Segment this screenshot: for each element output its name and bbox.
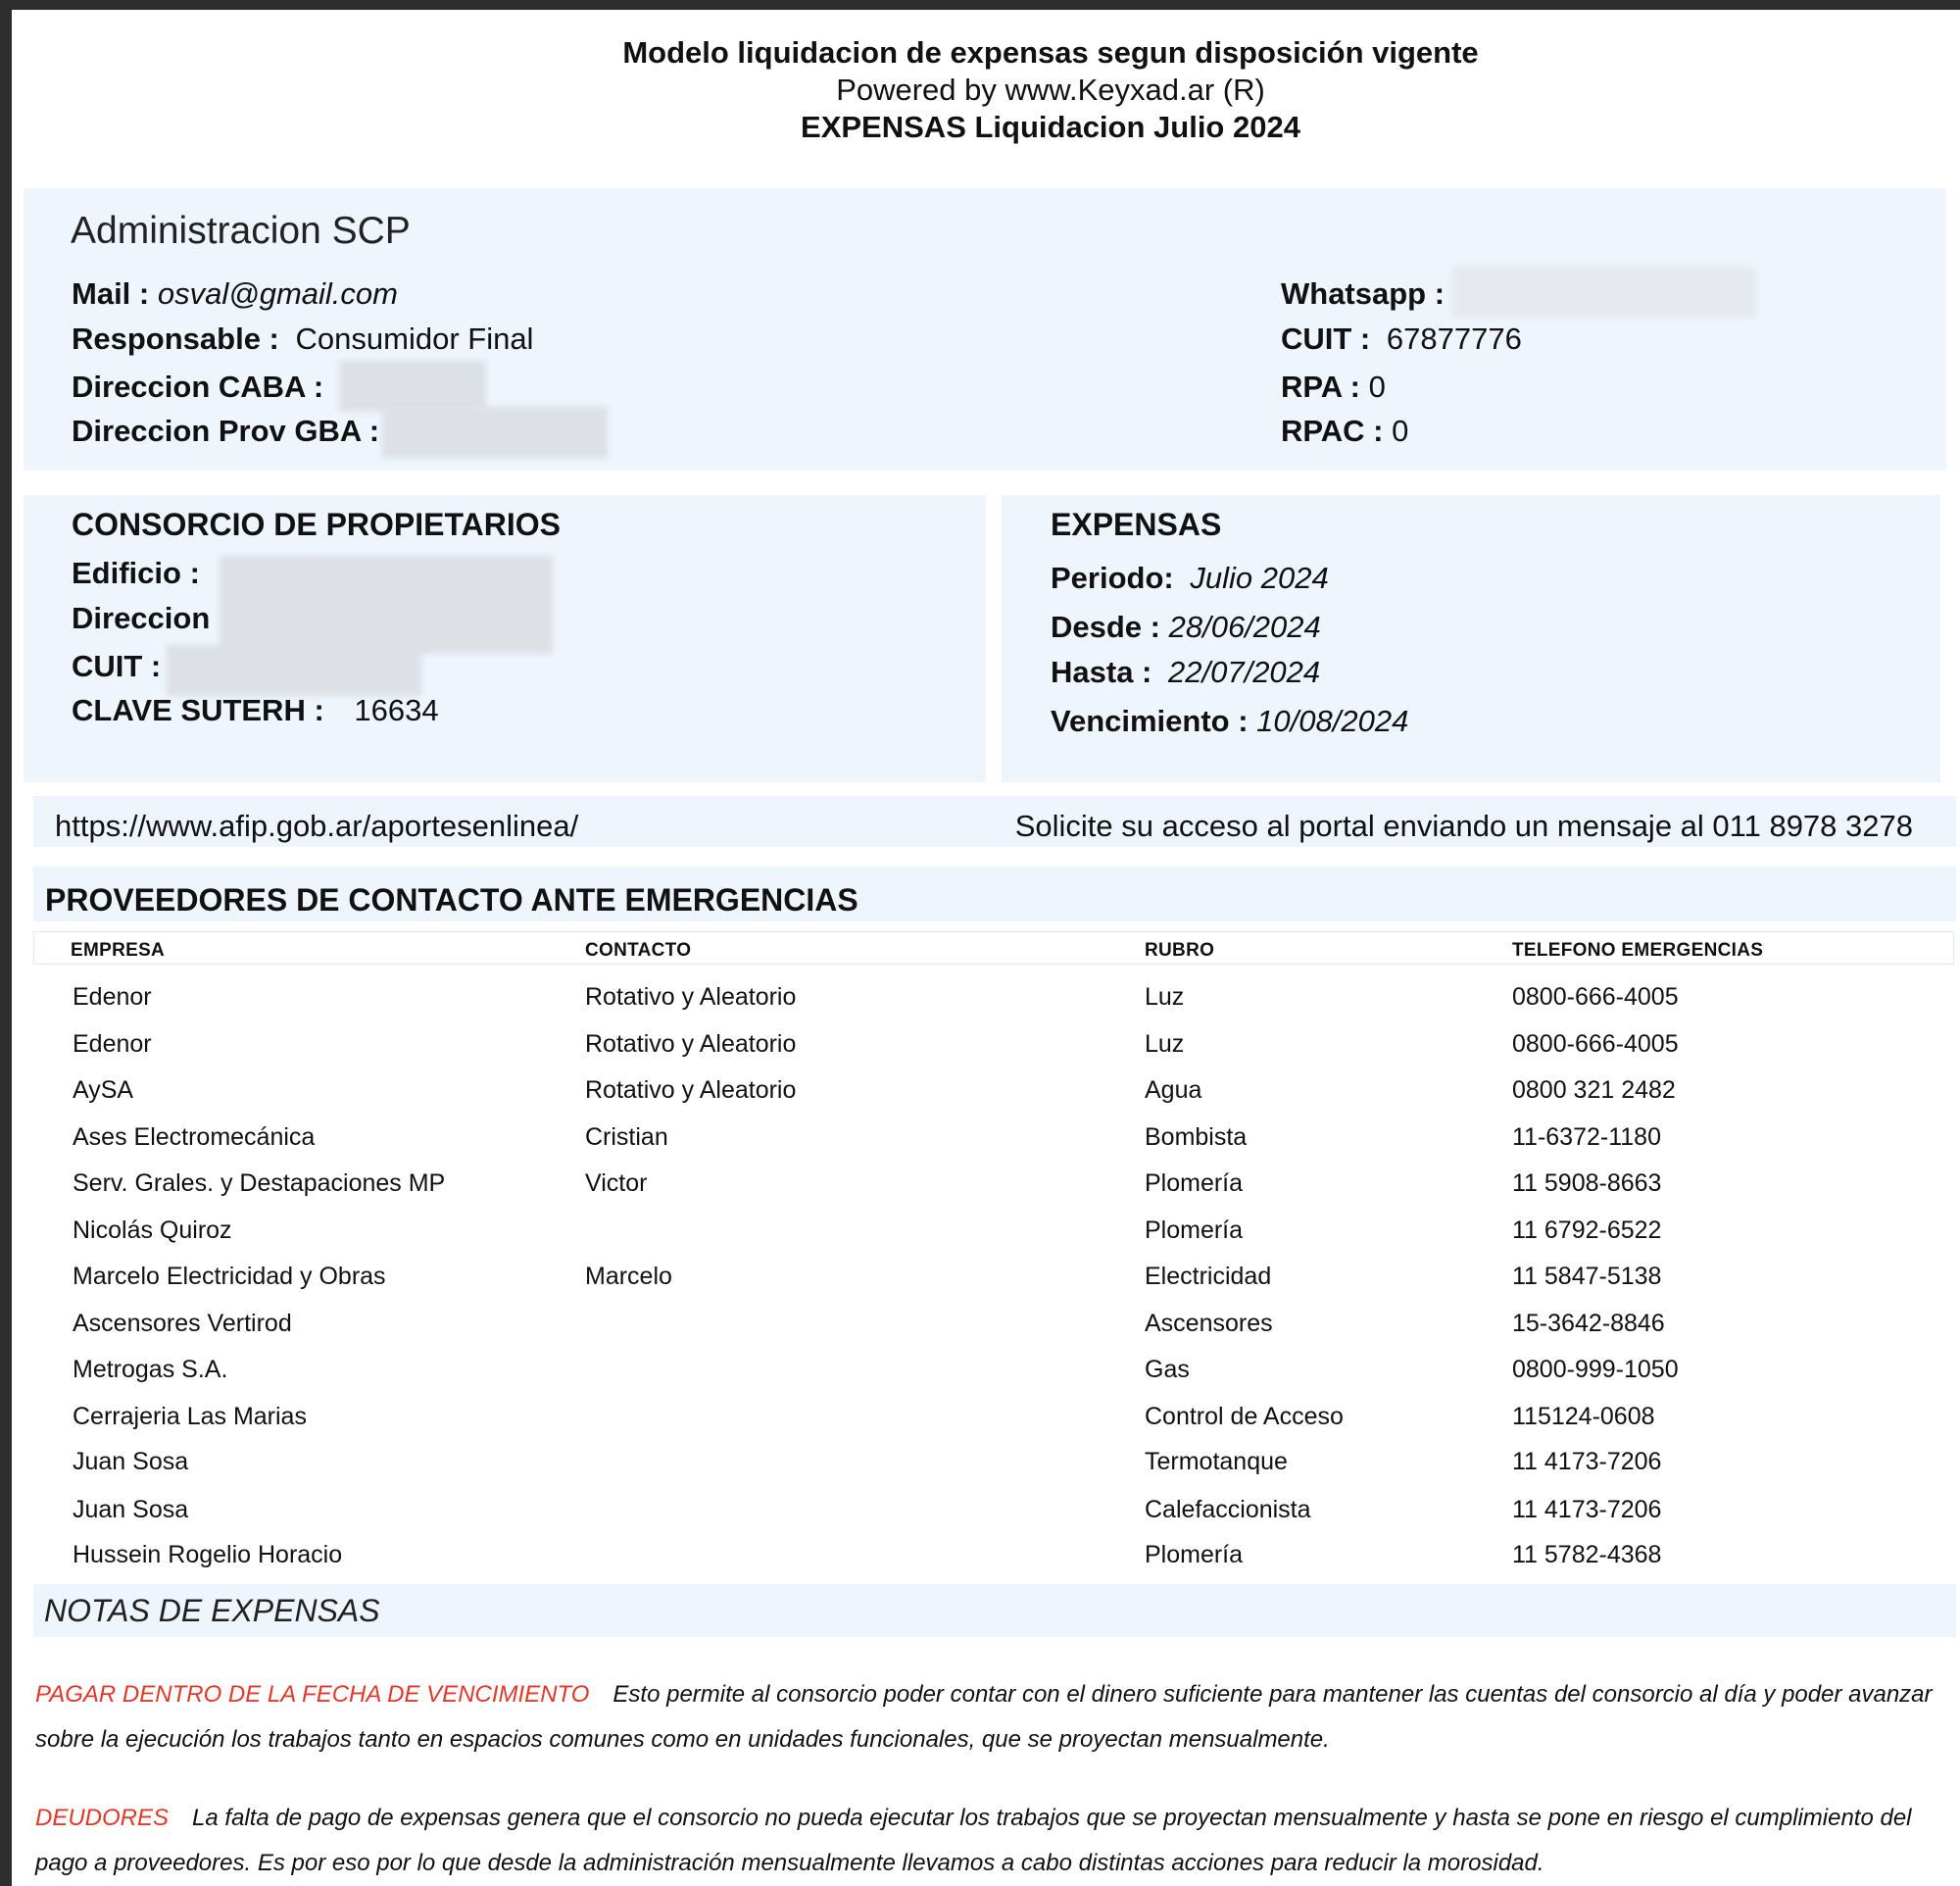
cell-rubro: Bombista bbox=[1145, 1123, 1248, 1151]
hasta-value: 22/07/2024 bbox=[1168, 655, 1321, 689]
powered-by: Powered by www.Keyxad.ar (R) bbox=[836, 73, 1265, 107]
consorcio-edificio bbox=[72, 556, 200, 591]
rpac-value: 0 bbox=[1392, 414, 1409, 448]
redacted-edificio bbox=[220, 556, 553, 654]
dir-caba-label: Direccion CABA : bbox=[72, 370, 324, 404]
table-row bbox=[12, 1356, 1960, 1395]
cell-telefono: 0800-666-4005 bbox=[1512, 1030, 1679, 1058]
cell-empresa: Serv. Grales. y Destapaciones MP bbox=[73, 1169, 446, 1197]
table-row bbox=[12, 1169, 1960, 1209]
table-row bbox=[12, 1030, 1960, 1069]
cell-contacto: Victor bbox=[585, 1169, 648, 1197]
cell-telefono: 11 5782-4368 bbox=[1512, 1541, 1662, 1568]
cell-empresa: Marcelo Electricidad y Obras bbox=[73, 1263, 386, 1290]
cell-rubro: Control de Acceso bbox=[1145, 1403, 1344, 1430]
cell-empresa: Hussein Rogelio Horacio bbox=[73, 1541, 343, 1568]
cell-telefono: 11 5847-5138 bbox=[1512, 1263, 1662, 1290]
whatsapp-label: Whatsapp : bbox=[1281, 276, 1446, 311]
responsable-label: Responsable : bbox=[72, 322, 279, 356]
expensas-title: EXPENSAS bbox=[1051, 507, 1222, 542]
redacted-dir-prov bbox=[382, 407, 608, 458]
cell-telefono: 11-6372-1180 bbox=[1512, 1123, 1661, 1151]
cell-empresa: Edenor bbox=[73, 983, 152, 1011]
admin-mail bbox=[72, 276, 398, 312]
cell-rubro: Plomería bbox=[1145, 1541, 1244, 1568]
cell-telefono: 11 5908-8663 bbox=[1512, 1169, 1662, 1197]
cell-contacto: Rotativo y Aleatorio bbox=[585, 1030, 797, 1058]
cell-telefono: 11 6792-6522 bbox=[1512, 1216, 1662, 1244]
document-subtitle: EXPENSAS Liquidacion Julio 2024 bbox=[801, 110, 1300, 144]
cell-telefono: 11 4173-7206 bbox=[1512, 1448, 1662, 1475]
cell-contacto: Cristian bbox=[585, 1123, 668, 1151]
vencimiento-value: 10/08/2024 bbox=[1256, 704, 1409, 738]
cell-empresa: Juan Sosa bbox=[73, 1448, 189, 1475]
note-deudores-label: DEUDORES bbox=[35, 1805, 170, 1831]
consorcio-title: CONSORCIO DE PROPIETARIOS bbox=[72, 507, 562, 542]
col-header-contacto: CONTACTO bbox=[585, 940, 692, 961]
desde-label: Desde : bbox=[1051, 610, 1160, 644]
table-row bbox=[12, 1310, 1960, 1349]
cell-telefono: 0800 321 2482 bbox=[1512, 1076, 1676, 1104]
expensas-desde bbox=[1051, 610, 1321, 645]
cell-contacto: Marcelo bbox=[585, 1263, 672, 1290]
table-row bbox=[12, 1448, 1960, 1487]
table-row bbox=[12, 1263, 1960, 1302]
cell-empresa: Edenor bbox=[73, 1030, 152, 1058]
providers-title: PROVEEDORES DE CONTACTO ANTE EMERGENCIAS bbox=[45, 882, 858, 918]
admin-whatsapp bbox=[1281, 276, 1445, 312]
cell-empresa: Juan Sosa bbox=[73, 1496, 189, 1523]
note-deudores-text: La falta de pago de expensas genera que el consorcio no pueda ejecutar los trabajos que se proyectan mensualmente y hasta se pone en riesgo el cumplimiento del pago a proveedores. Es por eso por lo que desde la administración mensualmente llevamos a cabo distintas acciones para reducir la morosidad. bbox=[35, 1805, 1912, 1876]
redacted-cuit bbox=[167, 645, 421, 696]
cuit-value: 67877776 bbox=[1386, 322, 1522, 356]
clave-label: CLAVE SUTERH : bbox=[72, 693, 324, 727]
cuit-label: CUIT : bbox=[1281, 322, 1371, 356]
edificio-label: Edificio : bbox=[72, 556, 200, 590]
portal-access-message: Solicite su acceso al portal enviando un mensaje al 011 8978 3278 bbox=[1014, 809, 1913, 843]
table-row bbox=[12, 1403, 1960, 1442]
note-pagar bbox=[35, 1672, 1956, 1762]
desde-value: 28/06/2024 bbox=[1168, 610, 1321, 644]
cell-rubro: Termotanque bbox=[1145, 1448, 1288, 1475]
col-header-rubro: RUBRO bbox=[1145, 940, 1215, 961]
cell-contacto: Rotativo y Aleatorio bbox=[585, 983, 797, 1011]
cell-empresa: Cerrajeria Las Marias bbox=[73, 1403, 307, 1430]
consorcio-direccion bbox=[72, 601, 210, 636]
periodo-value: Julio 2024 bbox=[1190, 561, 1329, 595]
cell-empresa: Ases Electromecánica bbox=[73, 1123, 316, 1151]
afip-portal-link[interactable]: https://www.afip.gob.ar/aportesenlinea/ bbox=[55, 809, 579, 843]
hasta-label: Hasta : bbox=[1051, 655, 1152, 689]
dir-prov-label: Direccion Prov GBA : bbox=[72, 414, 380, 448]
note-deudores bbox=[35, 1796, 1956, 1886]
col-header-telefono: TELEFONO EMERGENCIAS bbox=[1512, 940, 1764, 961]
rpac-label: RPAC : bbox=[1281, 414, 1384, 448]
table-row bbox=[12, 983, 1960, 1022]
rpa-value: 0 bbox=[1368, 370, 1386, 404]
note-pagar-label: PAGAR DENTRO DE LA FECHA DE VENCIMIENTO bbox=[35, 1681, 590, 1708]
cell-rubro: Electricidad bbox=[1145, 1263, 1272, 1290]
notes-title: NOTAS DE EXPENSAS bbox=[44, 1593, 380, 1628]
window-top-border bbox=[0, 0, 1960, 10]
direccion-label: Direccion bbox=[72, 601, 211, 635]
cell-telefono: 11 4173-7206 bbox=[1512, 1496, 1662, 1523]
periodo-label: Periodo: bbox=[1051, 561, 1174, 595]
expensas-hasta bbox=[1051, 655, 1320, 690]
cell-rubro: Gas bbox=[1145, 1356, 1190, 1383]
admin-name: Administracion SCP bbox=[71, 210, 411, 252]
table-row bbox=[12, 1496, 1960, 1535]
table-row bbox=[12, 1123, 1960, 1163]
cell-telefono: 0800-666-4005 bbox=[1512, 983, 1679, 1011]
cell-empresa: Nicolás Quiroz bbox=[73, 1216, 232, 1244]
admin-dir-prov bbox=[72, 414, 379, 449]
consorcio-cuit bbox=[72, 649, 161, 684]
admin-responsable bbox=[72, 322, 533, 357]
document-title: Modelo liquidacion de expensas segun disposición vigente bbox=[622, 35, 1479, 70]
vencimiento-label: Vencimiento : bbox=[1051, 704, 1249, 738]
cell-empresa: Metrogas S.A. bbox=[73, 1356, 228, 1383]
expensas-vencimiento bbox=[1051, 704, 1408, 739]
cell-rubro: Calefaccionista bbox=[1145, 1496, 1311, 1523]
cell-rubro: Agua bbox=[1145, 1076, 1202, 1104]
window-left-border bbox=[0, 0, 12, 1886]
cell-rubro: Ascensores bbox=[1145, 1310, 1273, 1337]
consorcio-clave bbox=[72, 693, 439, 728]
responsable-value: Consumidor Final bbox=[295, 322, 534, 356]
cell-telefono: 15-3642-8846 bbox=[1512, 1310, 1665, 1337]
cell-rubro: Luz bbox=[1145, 1030, 1185, 1058]
col-header-empresa: EMPRESA bbox=[71, 940, 166, 961]
cell-rubro: Luz bbox=[1145, 983, 1185, 1011]
mail-value: osval@gmail.com bbox=[157, 276, 398, 311]
cell-rubro: Plomería bbox=[1145, 1169, 1244, 1197]
cell-telefono: 115124-0608 bbox=[1512, 1403, 1655, 1430]
consorcio-cuit-label: CUIT : bbox=[72, 649, 162, 683]
cell-rubro: Plomería bbox=[1145, 1216, 1244, 1244]
admin-rpac bbox=[1281, 414, 1408, 449]
redacted-dir-caba bbox=[339, 361, 486, 412]
cell-contacto: Rotativo y Aleatorio bbox=[585, 1076, 797, 1104]
cell-empresa: Ascensores Vertirod bbox=[73, 1310, 292, 1337]
redacted-whatsapp bbox=[1452, 267, 1756, 318]
table-row bbox=[12, 1541, 1960, 1580]
admin-rpa bbox=[1281, 370, 1386, 405]
mail-label: Mail : bbox=[72, 276, 150, 311]
cell-empresa: AySA bbox=[73, 1076, 134, 1104]
admin-dir-caba bbox=[72, 370, 323, 405]
table-row bbox=[12, 1076, 1960, 1116]
admin-cuit bbox=[1281, 322, 1522, 357]
expensas-periodo bbox=[1051, 561, 1329, 596]
clave-value: 16634 bbox=[354, 693, 439, 727]
rpa-label: RPA : bbox=[1281, 370, 1360, 404]
note-pagar-text: Esto permite al consorcio poder contar con el dinero suficiente para mantener las cuentas del consorcio al día y poder avanzar sobre la ejecución los trabajos tanto en espacios comunes como en unidades funcionales, que se proyectan mensualmente. bbox=[35, 1681, 1933, 1753]
document-page bbox=[12, 10, 1960, 1886]
table-row bbox=[12, 1216, 1960, 1256]
cell-telefono: 0800-999-1050 bbox=[1512, 1356, 1679, 1383]
